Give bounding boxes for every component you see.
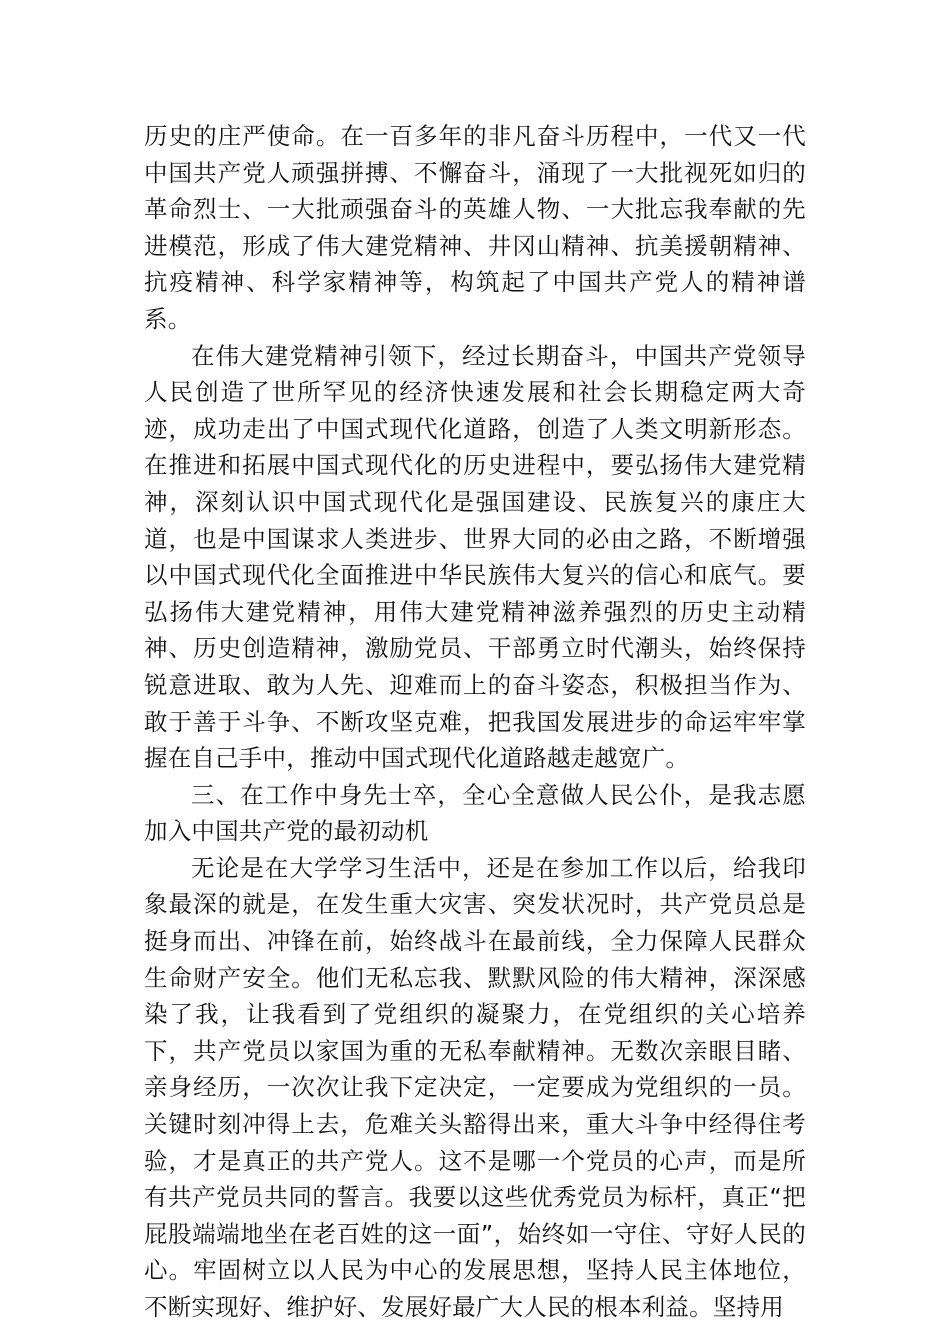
document-page	[144, 118, 806, 1326]
paragraph-2: 在伟大建党精神引领下，经过长期奋斗，中国共产党领导人民创造了世所罕见的经济快速发展和社会长期稳定两大奇迹，成功走出了中国式现代化道路，创造了人类文明新形态。在推进和拓展中国式现代化的历史进程中，要弘扬伟大建党精神，深刻认识中国式现代化是强国建设、民族复兴的康庄大道，也是中国谋求人类进步、世界大同的必由之路，不断增强以中国式现代化全面推进中华民族伟大复兴的信心和底气。要弘扬伟大建党精神，用伟大建党精神滋养强烈的历史主动精神、历史创造精神，激励党员、干部勇立时代潮头，始终保持锐意进取、敢为人先、迎难而上的奋斗姿态，积极担当作为、敢于善于斗争、不断攻坚克难，把我国发展进步的命运牢牢掌握在自己手中，推动中国式现代化道路越走越宽广。	[144, 341, 806, 773]
paragraph-1: 历史的庄严使命。在一百多年的非凡奋斗历程中，一代又一代中国共产党人顽强拼搏、不懈奋斗，涌现了一大批视死如归的革命烈士、一大批顽强奋斗的英雄人物、一大批忘我奉献的先进模范，形成了伟大建党精神、井冈山精神、抗美援朝精神、抗疫精神、科学家精神等，构筑起了中国共产党人的精神谱系。	[144, 122, 806, 333]
paragraph-4: 无论是在大学学习生活中，还是在参加工作以后，给我印象最深的就是，在发生重大灾害、突发状况时，共产党员总是挺身而出、冲锋在前，始终战斗在最前线，全力保障人民群众生命财产安全。他们无私忘我、默默风险的伟大精神，深深感染了我，让我看到了党组织的凝聚力，在党组织的关心培养下，共产党员以家国为重的无私奉献精神。无数次亲眼目睹、亲身经历，一次次让我下定决定，一定要成为党组织的一员。关键时刻冲得上去，危难关头豁得出来，重大斗争中经得住考验，才是真正的共产党人。这不是哪一个党员的心声，而是所有共产党员共同的誓言。我要以这些优秀党员为标杆，真正“把屁股端端地坐在老百姓的这一面”，始终如一守住、守好人民的心。牢固树立以人民为中心的发展思想，坚持人民主体地位，不断实现好、维护好、发展好最广大人民的根本利益。坚持用	[144, 853, 806, 1321]
section-heading-3: 三、在工作中身先士卒，全心全意做人民公仆，是我志愿加入中国共产党的最初动机	[144, 780, 806, 846]
